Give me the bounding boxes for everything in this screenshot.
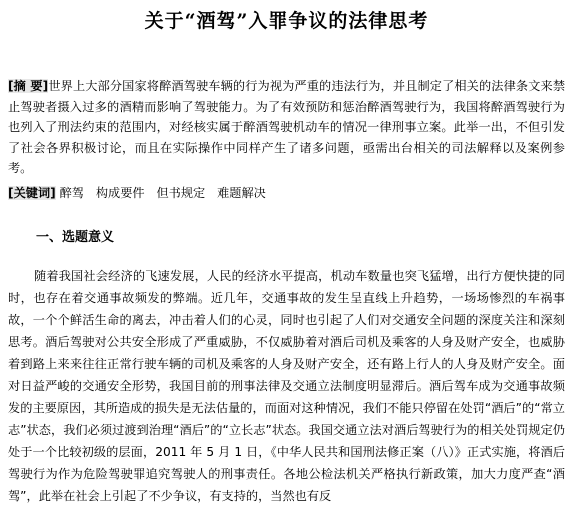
keyword-item: 难题解决 xyxy=(217,186,266,200)
document-title: 关于“酒驾”入罪争议的法律思考 xyxy=(144,10,429,32)
keywords-line xyxy=(8,183,565,203)
keywords-label: [关键词] xyxy=(8,186,56,200)
abstract-text: 世界上大部分国家将醉酒驾驶车辆的行为视为严重的违法行为，并且制定了相关的法律条文来禁止驾驶者摄入过多的酒精而影响了驾驶能力。为了有效预防和惩治醉酒驾驶行为，我国将醉酒驾驶行为也列入了刑法约束的范围内，对经核实属于醉酒驾驶机动车的情况一律刑事立案。此举一出，不但引发了社会各界积极讨论，而且在实际操作中同样产生了诸多问题，亟需出台相关的司法解释以及案例参考。 xyxy=(8,79,566,175)
keyword-item: 醉驾 xyxy=(59,186,84,200)
abstract-paragraph xyxy=(8,76,565,179)
keyword-item: 但书规定 xyxy=(156,186,206,200)
keyword-item: 构成要件 xyxy=(95,186,145,200)
section-heading: 一、选题意义 xyxy=(36,230,115,245)
section-paragraph: 随着我国社会经济的飞速发展，人民的经济水平提高，机动车数量也突飞猛增，出行方便快捷的同时，也存在着交通事故频发的弊端。近几年，交通事故的发生呈直线上升趋势，一场场惨烈的车祸事故，一个个鲜活生命的离去，冲击着人们的心灵，同时也引起了人们对交通安全问题的深度关注和深刻思考。酒后驾驶对公共安全形成了严重威胁，不仅威胁着对酒后司机及乘客的人身及财产安全，也威胁着到路上来来往往正常行驶车辆的司机及乘客的人身及财产安全，还有路上行人的人身及财产安全。面对日益严峻的交通安全形势，我国目前的刑事法律及交通立法制度明显滞后。酒后驾车成为交通事故频发的主要原因，其所造成的损失是无法估量的，而面对这种情况，我们不能只停留在处罚“酒后”的“常立志”状态，我们必须过渡到治理“酒后”的“立长志”状态。我国交通立法对酒后驾驶行为的相关处罚规定仍处于一个比较初级的层面，2011 年 5 月 1 日，《中华人民共和国刑法修正案（八）》正式实施，将酒后驾驶行为作为危险驾驶罪追究驾驶人的刑事责任。各地公检法机关严格执行新政策，加大力度严查“酒驾”，此举在社会上引起了不少争议，有支持的，当然也有反 xyxy=(8,269,565,503)
abstract-label: [摘 要] xyxy=(8,79,49,93)
